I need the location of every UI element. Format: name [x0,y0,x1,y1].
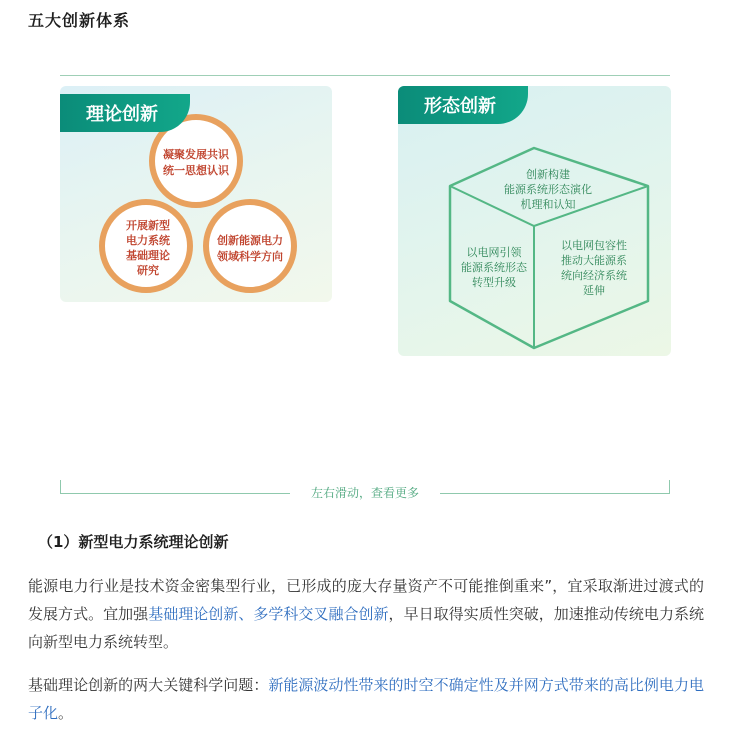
face-text: 延伸 [583,284,605,297]
circle-text: 统一思想认识 [163,164,229,177]
card-tab: 理论创新 [60,94,190,132]
theory-innovation-card [60,86,332,302]
paragraph-text: ，早日取得实质性突破，加速推动传统电力系统向新型电力系统转型。 [28,605,704,651]
face-text: 统向经济系统 [561,269,627,282]
paragraph-text: 能源电力行业是技术资金密集型行业，已形成的庞大存量资产不可能推倒重来”，宜采取渐进过渡式的发展方式。宜加强 [28,577,704,623]
circle-text: 研究 [137,264,159,277]
carousel-scroll-hint[interactable] [60,480,670,500]
hint-line-left [60,493,290,494]
face-text: 能源系统形态 [461,261,527,274]
divider [60,75,670,76]
scroll-hint-text: 左右滑动，查看更多 [300,484,430,501]
face-text: 能源系统形态演化 [504,183,592,196]
paragraph-text: 基础理论创新的两大关键科学问题： [28,676,269,694]
bracket-left [60,480,61,494]
circle-text: 电力系统 [126,234,170,247]
hexagon-diagram [398,86,671,356]
paragraph [28,671,704,727]
face-text: 以电网包容性 [561,239,627,252]
circle-text: 开展新型 [126,219,170,232]
face-text: 创新构建 [526,168,570,181]
face-text: 推动大能源系 [561,254,627,267]
face-text: 以电网引领 [466,246,522,259]
highlight-link[interactable]: 新能源波动性带来的时空不确定性及并网方式带来的高比例电力电子化 [28,676,704,722]
circle-text: 基础理论 [126,249,170,262]
circle-text: 凝聚发展共识 [163,148,229,161]
hint-line-right [440,493,670,494]
paragraph [28,572,704,656]
card-tab: 形态创新 [398,86,528,124]
section-heading: （1）新型电力系统理论创新 [38,533,229,551]
face-text: 转型升级 [472,276,516,289]
circle-text: 领域科学方向 [217,250,283,263]
face-text: 机理和认知 [520,198,576,211]
paragraph-text: 。 [58,704,74,722]
circle-text: 创新能源电力 [217,234,283,247]
form-innovation-card [398,86,671,356]
highlight-link[interactable]: 基础理论创新、多学科交叉融合创新 [148,605,389,623]
bracket-right [669,480,670,494]
page-title: 五大创新体系 [28,11,131,30]
